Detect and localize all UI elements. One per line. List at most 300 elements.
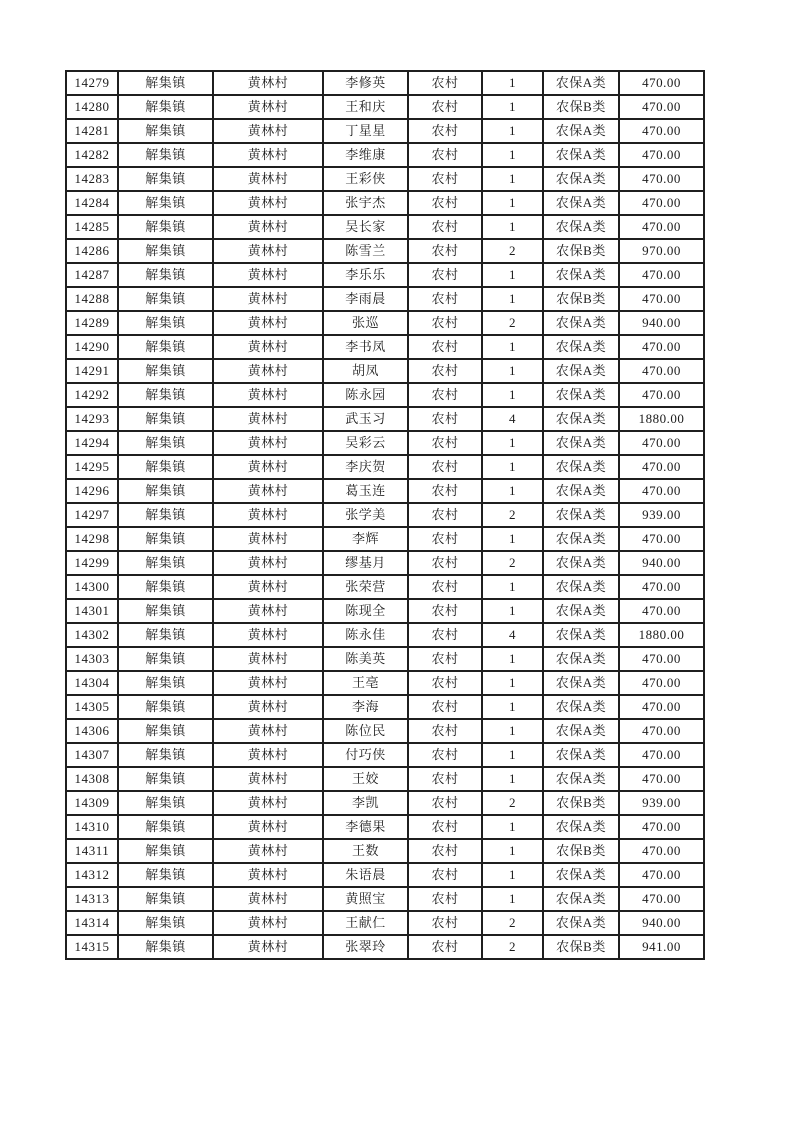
- cell-amount: 940.00: [619, 551, 704, 575]
- cell-amount: 470.00: [619, 815, 704, 839]
- cell-residence-type: 农村: [408, 215, 482, 239]
- cell-town: 解集镇: [118, 359, 213, 383]
- cell-town: 解集镇: [118, 767, 213, 791]
- cell-village: 黄林村: [213, 167, 323, 191]
- cell-residence-type: 农村: [408, 335, 482, 359]
- cell-serial-number: 14284: [66, 191, 118, 215]
- table-row: [66, 167, 704, 191]
- cell-serial-number: 14311: [66, 839, 118, 863]
- cell-town: 解集镇: [118, 239, 213, 263]
- cell-town: 解集镇: [118, 863, 213, 887]
- cell-village: 黄林村: [213, 287, 323, 311]
- cell-insurance-category: 农保A类: [543, 119, 619, 143]
- table-row: [66, 191, 704, 215]
- cell-residence-type: 农村: [408, 143, 482, 167]
- cell-town: 解集镇: [118, 143, 213, 167]
- cell-village: 黄林村: [213, 383, 323, 407]
- cell-town: 解集镇: [118, 479, 213, 503]
- cell-town: 解集镇: [118, 911, 213, 935]
- cell-person-name: 李海: [323, 695, 408, 719]
- cell-person-name: 李辉: [323, 527, 408, 551]
- cell-residence-type: 农村: [408, 911, 482, 935]
- cell-person-count: 1: [482, 431, 543, 455]
- cell-insurance-category: 农保A类: [543, 503, 619, 527]
- cell-person-count: 2: [482, 503, 543, 527]
- cell-insurance-category: 农保A类: [543, 551, 619, 575]
- cell-village: 黄林村: [213, 743, 323, 767]
- cell-village: 黄林村: [213, 239, 323, 263]
- cell-town: 解集镇: [118, 791, 213, 815]
- cell-village: 黄林村: [213, 911, 323, 935]
- cell-person-count: 1: [482, 527, 543, 551]
- cell-amount: 470.00: [619, 167, 704, 191]
- cell-town: 解集镇: [118, 407, 213, 431]
- cell-serial-number: 14283: [66, 167, 118, 191]
- cell-town: 解集镇: [118, 719, 213, 743]
- cell-insurance-category: 农保A类: [543, 71, 619, 95]
- cell-village: 黄林村: [213, 695, 323, 719]
- cell-person-count: 4: [482, 407, 543, 431]
- cell-insurance-category: 农保A类: [543, 575, 619, 599]
- cell-insurance-category: 农保B类: [543, 239, 619, 263]
- cell-town: 解集镇: [118, 383, 213, 407]
- cell-person-count: 1: [482, 575, 543, 599]
- cell-town: 解集镇: [118, 95, 213, 119]
- cell-serial-number: 14280: [66, 95, 118, 119]
- table-row: [66, 239, 704, 263]
- cell-person-name: 王数: [323, 839, 408, 863]
- table-row: [66, 719, 704, 743]
- cell-person-name: 朱语晨: [323, 863, 408, 887]
- table-row: [66, 71, 704, 95]
- cell-person-count: 1: [482, 71, 543, 95]
- cell-insurance-category: 农保A类: [543, 527, 619, 551]
- table-row: [66, 335, 704, 359]
- cell-person-name: 丁星星: [323, 119, 408, 143]
- table-row: [66, 815, 704, 839]
- cell-person-count: 1: [482, 599, 543, 623]
- table-row: [66, 119, 704, 143]
- cell-town: 解集镇: [118, 287, 213, 311]
- cell-person-count: 1: [482, 695, 543, 719]
- cell-village: 黄林村: [213, 863, 323, 887]
- cell-residence-type: 农村: [408, 935, 482, 959]
- cell-insurance-category: 农保B类: [543, 935, 619, 959]
- cell-town: 解集镇: [118, 647, 213, 671]
- cell-person-count: 2: [482, 551, 543, 575]
- cell-insurance-category: 农保A类: [543, 311, 619, 335]
- cell-insurance-category: 农保B类: [543, 839, 619, 863]
- cell-village: 黄林村: [213, 791, 323, 815]
- cell-amount: 470.00: [619, 647, 704, 671]
- cell-amount: 939.00: [619, 503, 704, 527]
- cell-serial-number: 14315: [66, 935, 118, 959]
- cell-amount: 470.00: [619, 575, 704, 599]
- cell-town: 解集镇: [118, 623, 213, 647]
- table-row: [66, 215, 704, 239]
- cell-serial-number: 14299: [66, 551, 118, 575]
- cell-person-name: 李修英: [323, 71, 408, 95]
- cell-village: 黄林村: [213, 503, 323, 527]
- cell-person-name: 黄照宝: [323, 887, 408, 911]
- cell-amount: 470.00: [619, 479, 704, 503]
- cell-insurance-category: 农保A类: [543, 143, 619, 167]
- cell-village: 黄林村: [213, 575, 323, 599]
- table-row: [66, 263, 704, 287]
- cell-person-name: 李维康: [323, 143, 408, 167]
- cell-person-name: 张翠玲: [323, 935, 408, 959]
- cell-residence-type: 农村: [408, 743, 482, 767]
- cell-person-count: 1: [482, 263, 543, 287]
- cell-town: 解集镇: [118, 335, 213, 359]
- cell-person-name: 陈现全: [323, 599, 408, 623]
- cell-amount: 940.00: [619, 911, 704, 935]
- cell-insurance-category: 农保A类: [543, 455, 619, 479]
- cell-town: 解集镇: [118, 935, 213, 959]
- cell-insurance-category: 农保A类: [543, 863, 619, 887]
- cell-amount: 470.00: [619, 335, 704, 359]
- cell-town: 解集镇: [118, 839, 213, 863]
- cell-residence-type: 农村: [408, 695, 482, 719]
- cell-person-name: 缪基月: [323, 551, 408, 575]
- table-row: [66, 311, 704, 335]
- cell-person-count: 1: [482, 215, 543, 239]
- cell-residence-type: 农村: [408, 791, 482, 815]
- cell-serial-number: 14281: [66, 119, 118, 143]
- cell-serial-number: 14289: [66, 311, 118, 335]
- cell-person-count: 1: [482, 479, 543, 503]
- cell-person-count: 1: [482, 335, 543, 359]
- table-row: [66, 479, 704, 503]
- table-row: [66, 839, 704, 863]
- cell-amount: 470.00: [619, 359, 704, 383]
- table-row: [66, 503, 704, 527]
- cell-village: 黄林村: [213, 359, 323, 383]
- cell-town: 解集镇: [118, 215, 213, 239]
- cell-person-name: 李乐乐: [323, 263, 408, 287]
- cell-residence-type: 农村: [408, 671, 482, 695]
- cell-person-name: 王亳: [323, 671, 408, 695]
- cell-village: 黄林村: [213, 839, 323, 863]
- cell-town: 解集镇: [118, 575, 213, 599]
- cell-amount: 970.00: [619, 239, 704, 263]
- cell-serial-number: 14290: [66, 335, 118, 359]
- cell-person-name: 陈位民: [323, 719, 408, 743]
- table-row: [66, 575, 704, 599]
- cell-insurance-category: 农保A类: [543, 263, 619, 287]
- cell-person-name: 李庆贺: [323, 455, 408, 479]
- cell-person-count: 1: [482, 167, 543, 191]
- table-row: [66, 935, 704, 959]
- cell-person-count: 2: [482, 791, 543, 815]
- cell-person-name: 李书凤: [323, 335, 408, 359]
- cell-residence-type: 农村: [408, 71, 482, 95]
- cell-serial-number: 14285: [66, 215, 118, 239]
- table-row: [66, 623, 704, 647]
- cell-town: 解集镇: [118, 431, 213, 455]
- cell-village: 黄林村: [213, 551, 323, 575]
- cell-person-count: 2: [482, 239, 543, 263]
- table-row: [66, 407, 704, 431]
- cell-town: 解集镇: [118, 119, 213, 143]
- cell-person-name: 胡凤: [323, 359, 408, 383]
- cell-serial-number: 14287: [66, 263, 118, 287]
- table-row: [66, 455, 704, 479]
- table-row: [66, 551, 704, 575]
- cell-residence-type: 农村: [408, 95, 482, 119]
- beneficiary-table: [65, 70, 705, 960]
- cell-person-name: 葛玉连: [323, 479, 408, 503]
- cell-insurance-category: 农保A类: [543, 215, 619, 239]
- cell-person-name: 吴彩云: [323, 431, 408, 455]
- cell-insurance-category: 农保A类: [543, 767, 619, 791]
- cell-person-count: 1: [482, 767, 543, 791]
- cell-person-count: 1: [482, 191, 543, 215]
- cell-person-count: 2: [482, 311, 543, 335]
- cell-village: 黄林村: [213, 599, 323, 623]
- cell-amount: 1880.00: [619, 623, 704, 647]
- cell-person-name: 李德果: [323, 815, 408, 839]
- cell-serial-number: 14297: [66, 503, 118, 527]
- cell-person-count: 1: [482, 287, 543, 311]
- cell-serial-number: 14293: [66, 407, 118, 431]
- cell-amount: 470.00: [619, 527, 704, 551]
- cell-insurance-category: 农保A类: [543, 431, 619, 455]
- cell-person-name: 陈永园: [323, 383, 408, 407]
- cell-person-count: 1: [482, 95, 543, 119]
- table-row: [66, 359, 704, 383]
- cell-person-name: 张宇杰: [323, 191, 408, 215]
- cell-person-name: 武玉习: [323, 407, 408, 431]
- cell-town: 解集镇: [118, 599, 213, 623]
- cell-residence-type: 农村: [408, 359, 482, 383]
- cell-residence-type: 农村: [408, 719, 482, 743]
- table-row: [66, 143, 704, 167]
- cell-person-count: 1: [482, 455, 543, 479]
- cell-residence-type: 农村: [408, 167, 482, 191]
- cell-residence-type: 农村: [408, 767, 482, 791]
- table-row: [66, 599, 704, 623]
- cell-person-name: 张荣营: [323, 575, 408, 599]
- cell-town: 解集镇: [118, 71, 213, 95]
- table-row: [66, 887, 704, 911]
- cell-person-name: 王献仁: [323, 911, 408, 935]
- cell-residence-type: 农村: [408, 575, 482, 599]
- cell-insurance-category: 农保A类: [543, 407, 619, 431]
- cell-insurance-category: 农保A类: [543, 647, 619, 671]
- cell-serial-number: 14312: [66, 863, 118, 887]
- cell-residence-type: 农村: [408, 815, 482, 839]
- cell-amount: 470.00: [619, 887, 704, 911]
- cell-insurance-category: 农保A类: [543, 815, 619, 839]
- cell-amount: 470.00: [619, 191, 704, 215]
- cell-village: 黄林村: [213, 671, 323, 695]
- cell-amount: 470.00: [619, 599, 704, 623]
- cell-town: 解集镇: [118, 815, 213, 839]
- cell-residence-type: 农村: [408, 311, 482, 335]
- cell-amount: 470.00: [619, 719, 704, 743]
- cell-serial-number: 14279: [66, 71, 118, 95]
- cell-residence-type: 农村: [408, 479, 482, 503]
- table-row: [66, 791, 704, 815]
- cell-person-count: 4: [482, 623, 543, 647]
- cell-village: 黄林村: [213, 479, 323, 503]
- cell-village: 黄林村: [213, 119, 323, 143]
- cell-serial-number: 14313: [66, 887, 118, 911]
- cell-person-count: 1: [482, 119, 543, 143]
- cell-amount: 470.00: [619, 263, 704, 287]
- cell-insurance-category: 农保B类: [543, 287, 619, 311]
- table-row: [66, 527, 704, 551]
- cell-village: 黄林村: [213, 191, 323, 215]
- cell-village: 黄林村: [213, 767, 323, 791]
- cell-amount: 470.00: [619, 215, 704, 239]
- cell-serial-number: 14300: [66, 575, 118, 599]
- cell-insurance-category: 农保A类: [543, 743, 619, 767]
- cell-serial-number: 14294: [66, 431, 118, 455]
- table-row: [66, 383, 704, 407]
- cell-serial-number: 14302: [66, 623, 118, 647]
- cell-residence-type: 农村: [408, 623, 482, 647]
- cell-town: 解集镇: [118, 503, 213, 527]
- cell-amount: 470.00: [619, 695, 704, 719]
- cell-amount: 941.00: [619, 935, 704, 959]
- cell-insurance-category: 农保A类: [543, 383, 619, 407]
- cell-person-name: 李雨晨: [323, 287, 408, 311]
- cell-serial-number: 14286: [66, 239, 118, 263]
- cell-person-name: 吴长家: [323, 215, 408, 239]
- cell-town: 解集镇: [118, 191, 213, 215]
- cell-person-count: 1: [482, 839, 543, 863]
- cell-village: 黄林村: [213, 935, 323, 959]
- cell-residence-type: 农村: [408, 407, 482, 431]
- cell-amount: 1880.00: [619, 407, 704, 431]
- table-row: [66, 671, 704, 695]
- cell-insurance-category: 农保A类: [543, 695, 619, 719]
- cell-person-count: 1: [482, 359, 543, 383]
- cell-town: 解集镇: [118, 887, 213, 911]
- cell-serial-number: 14314: [66, 911, 118, 935]
- cell-serial-number: 14298: [66, 527, 118, 551]
- cell-village: 黄林村: [213, 527, 323, 551]
- cell-amount: 470.00: [619, 287, 704, 311]
- cell-amount: 470.00: [619, 839, 704, 863]
- cell-insurance-category: 农保A类: [543, 359, 619, 383]
- cell-insurance-category: 农保A类: [543, 671, 619, 695]
- cell-person-name: 陈美英: [323, 647, 408, 671]
- cell-residence-type: 农村: [408, 647, 482, 671]
- cell-residence-type: 农村: [408, 863, 482, 887]
- cell-person-name: 张巡: [323, 311, 408, 335]
- cell-serial-number: 14292: [66, 383, 118, 407]
- cell-serial-number: 14296: [66, 479, 118, 503]
- table-row: [66, 695, 704, 719]
- cell-village: 黄林村: [213, 887, 323, 911]
- cell-amount: 940.00: [619, 311, 704, 335]
- cell-village: 黄林村: [213, 623, 323, 647]
- cell-person-name: 张学美: [323, 503, 408, 527]
- cell-residence-type: 农村: [408, 239, 482, 263]
- cell-village: 黄林村: [213, 815, 323, 839]
- cell-village: 黄林村: [213, 455, 323, 479]
- cell-town: 解集镇: [118, 311, 213, 335]
- cell-serial-number: 14304: [66, 671, 118, 695]
- table-row: [66, 863, 704, 887]
- cell-village: 黄林村: [213, 335, 323, 359]
- cell-residence-type: 农村: [408, 455, 482, 479]
- cell-town: 解集镇: [118, 671, 213, 695]
- cell-insurance-category: 农保A类: [543, 623, 619, 647]
- table-row: [66, 95, 704, 119]
- cell-village: 黄林村: [213, 407, 323, 431]
- cell-serial-number: 14282: [66, 143, 118, 167]
- cell-serial-number: 14307: [66, 743, 118, 767]
- cell-amount: 470.00: [619, 71, 704, 95]
- cell-person-count: 1: [482, 887, 543, 911]
- cell-person-count: 1: [482, 743, 543, 767]
- cell-village: 黄林村: [213, 431, 323, 455]
- cell-residence-type: 农村: [408, 383, 482, 407]
- cell-residence-type: 农村: [408, 191, 482, 215]
- cell-village: 黄林村: [213, 143, 323, 167]
- cell-person-count: 1: [482, 719, 543, 743]
- cell-residence-type: 农村: [408, 599, 482, 623]
- cell-residence-type: 农村: [408, 839, 482, 863]
- cell-insurance-category: 农保A类: [543, 191, 619, 215]
- cell-person-count: 1: [482, 863, 543, 887]
- cell-serial-number: 14310: [66, 815, 118, 839]
- table-row: [66, 287, 704, 311]
- cell-residence-type: 农村: [408, 119, 482, 143]
- cell-town: 解集镇: [118, 743, 213, 767]
- table-row: [66, 743, 704, 767]
- cell-amount: 470.00: [619, 119, 704, 143]
- table-row: [66, 911, 704, 935]
- cell-person-name: 付巧侠: [323, 743, 408, 767]
- cell-amount: 470.00: [619, 455, 704, 479]
- cell-serial-number: 14303: [66, 647, 118, 671]
- cell-residence-type: 农村: [408, 527, 482, 551]
- table-row: [66, 767, 704, 791]
- cell-insurance-category: 农保A类: [543, 335, 619, 359]
- cell-person-count: 2: [482, 935, 543, 959]
- cell-person-name: 陈雪兰: [323, 239, 408, 263]
- cell-residence-type: 农村: [408, 551, 482, 575]
- cell-amount: 470.00: [619, 143, 704, 167]
- cell-town: 解集镇: [118, 551, 213, 575]
- cell-serial-number: 14301: [66, 599, 118, 623]
- cell-person-name: 王彩侠: [323, 167, 408, 191]
- cell-town: 解集镇: [118, 695, 213, 719]
- cell-amount: 470.00: [619, 863, 704, 887]
- table-row: [66, 647, 704, 671]
- cell-insurance-category: 农保A类: [543, 719, 619, 743]
- cell-serial-number: 14291: [66, 359, 118, 383]
- cell-village: 黄林村: [213, 311, 323, 335]
- cell-village: 黄林村: [213, 647, 323, 671]
- cell-person-count: 2: [482, 911, 543, 935]
- cell-person-count: 1: [482, 815, 543, 839]
- cell-serial-number: 14305: [66, 695, 118, 719]
- cell-village: 黄林村: [213, 71, 323, 95]
- cell-town: 解集镇: [118, 455, 213, 479]
- cell-residence-type: 农村: [408, 503, 482, 527]
- cell-person-count: 1: [482, 143, 543, 167]
- cell-village: 黄林村: [213, 263, 323, 287]
- cell-amount: 470.00: [619, 743, 704, 767]
- cell-person-name: 王和庆: [323, 95, 408, 119]
- cell-person-name: 王姣: [323, 767, 408, 791]
